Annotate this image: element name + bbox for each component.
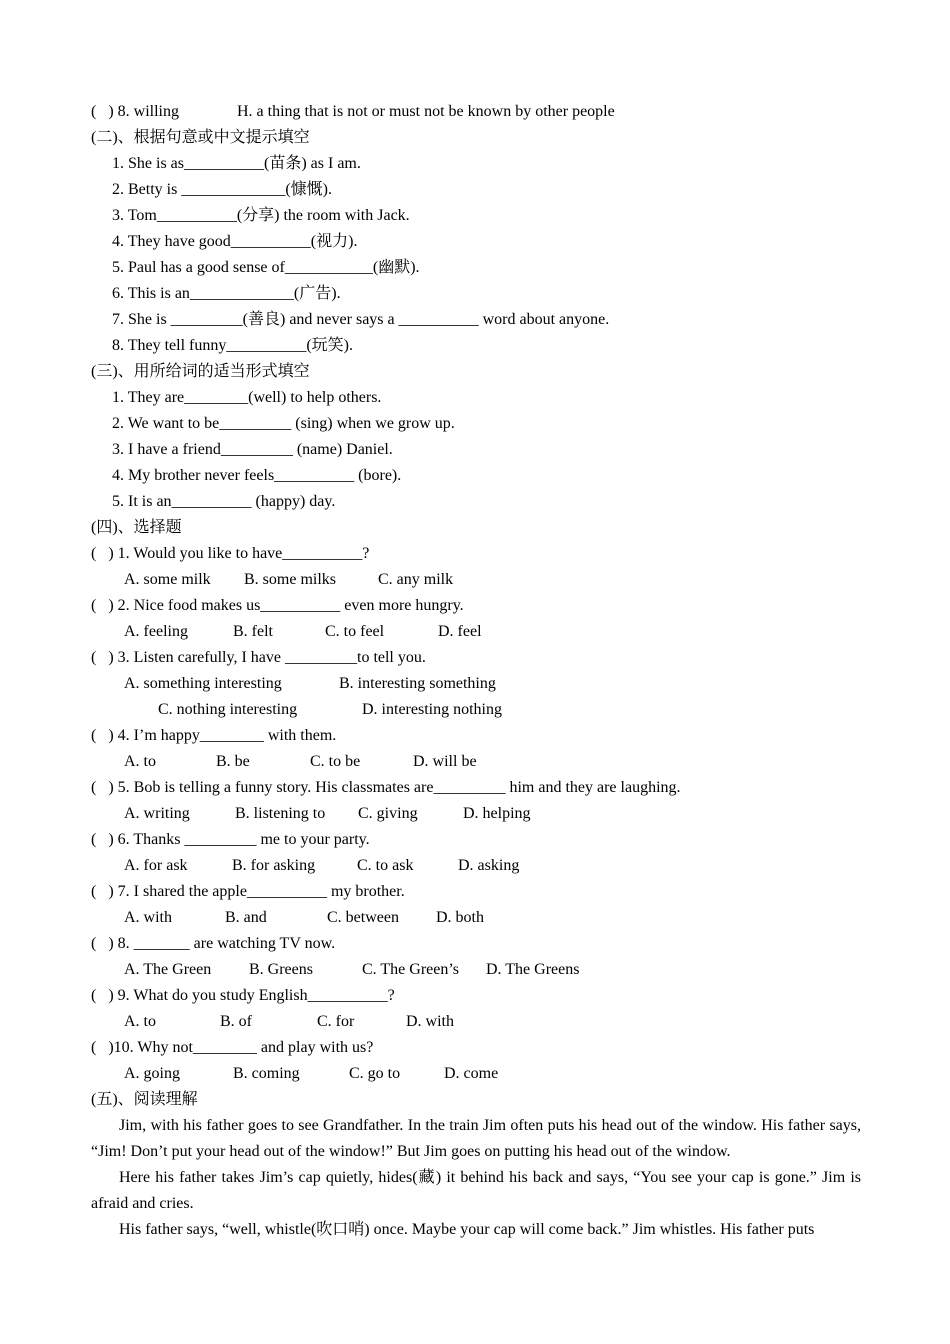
section2-item: 1. She is as__________(苗条) as I am. — [112, 155, 361, 172]
question: ( ) 3. Listen carefully, I have _________to tell you. — [91, 649, 426, 666]
section2-item: 6. This is an_____________(广告). — [112, 285, 341, 302]
passage-paragraph: Jim, with his father goes to see Grandfather. In the train Jim often puts his head out of the window. His father says, “Jim! Don’t put your head out of the window!” But Jim goes on putting his head out of the window. — [91, 1117, 861, 1160]
option: A. The Green — [124, 961, 212, 978]
question: ( ) 4. I’m happy________ with them. — [91, 727, 337, 744]
option: B. some milks — [244, 571, 337, 588]
section2-item: 3. Tom__________(分享) the room with Jack. — [112, 207, 410, 224]
section2-item: 4. They have good__________(视力). — [112, 233, 358, 250]
option: C. to feel — [325, 623, 385, 640]
section2-item: 2. Betty is _____________(慷慨). — [112, 181, 332, 198]
question: ( ) 8. _______ are watching TV now. — [91, 935, 336, 952]
option: B. Greens — [249, 961, 313, 978]
option: B. of — [220, 1013, 252, 1030]
option: B. be — [216, 753, 250, 770]
option: D. with — [406, 1013, 454, 1030]
option: A. writing — [124, 805, 190, 822]
option: D. helping — [463, 805, 531, 822]
question: ( ) 1. Would you like to have__________? — [91, 545, 370, 562]
option: A. to — [124, 1013, 156, 1030]
question: ( ) 7. I shared the apple__________ my brother. — [91, 883, 405, 900]
option: A. feeling — [124, 623, 188, 640]
option: B. interesting something — [339, 675, 496, 692]
option: D. The Greens — [486, 961, 580, 978]
option: C. The Green’s — [362, 961, 460, 978]
option: B. listening to — [235, 805, 326, 822]
option: C. to be — [310, 753, 361, 770]
option: A. for ask — [124, 857, 188, 874]
option: C. go to — [349, 1065, 401, 1082]
option: C. for — [317, 1013, 355, 1030]
option: A. something interesting — [124, 675, 282, 692]
question: ( )10. Why not________ and play with us? — [91, 1039, 374, 1056]
option: C. to ask — [357, 857, 414, 874]
section3-item: 1. They are________(well) to help others. — [112, 389, 382, 406]
option: A. some milk — [124, 571, 211, 588]
option: B. for asking — [232, 857, 316, 874]
option: B. felt — [233, 623, 273, 640]
option: A. with — [124, 909, 172, 926]
option: C. giving — [358, 805, 418, 822]
question: ( ) 2. Nice food makes us__________ even more hungry. — [91, 597, 464, 614]
option: D. asking — [458, 857, 520, 874]
section4-heading: (四)、选择题 — [91, 519, 182, 536]
section2-item: 7. She is _________(善良) and never says a __________ word about anyone. — [112, 311, 610, 328]
option: C. any milk — [378, 571, 454, 588]
passage-paragraph: Here his father takes Jim’s cap quietly, hides(藏) it behind his back and says, “You see your cap is gone.” Jim is afraid and cries. — [91, 1169, 861, 1212]
option: B. coming — [233, 1065, 300, 1082]
option: A. going — [124, 1065, 180, 1082]
item-8-definition: H. a thing that is not or must not be known by other people — [237, 103, 615, 120]
section2-item: 8. They tell funny__________(玩笑). — [112, 337, 354, 354]
option: C. between — [327, 909, 399, 926]
question: ( ) 9. What do you study English__________? — [91, 987, 395, 1004]
section2-heading: (二)、根据句意或中文提示填空 — [91, 129, 310, 146]
section3-item: 5. It is an__________ (happy) day. — [112, 493, 336, 510]
option: D. interesting nothing — [362, 701, 502, 718]
option: C. nothing interesting — [158, 701, 298, 718]
section3-item: 2. We want to be_________ (sing) when we grow up. — [112, 415, 455, 432]
section3-heading: (三)、用所给词的适当形式填空 — [91, 363, 310, 380]
reading-passage — [91, 1113, 861, 1243]
passage-paragraph: His father says, “well, whistle(吹口哨) once. Maybe your cap will come back.” Jim whistles. His father puts — [119, 1221, 815, 1238]
option: B. and — [225, 909, 267, 926]
section3-item: 3. I have a friend_________ (name) Daniel. — [112, 441, 393, 458]
option: A. to — [124, 753, 156, 770]
option: D. both — [436, 909, 484, 926]
option: D. come — [444, 1065, 499, 1082]
item-8-paren: ( ) 8. willing — [91, 103, 179, 120]
option: D. feel — [438, 623, 482, 640]
section5-heading: (五)、阅读理解 — [91, 1091, 198, 1108]
option: D. will be — [413, 753, 477, 770]
question: ( ) 5. Bob is telling a funny story. His classmates are_________ him and they are laughing. — [91, 779, 681, 796]
section3-item: 4. My brother never feels__________ (bore). — [112, 467, 402, 484]
question: ( ) 6. Thanks _________ me to your party. — [91, 831, 370, 848]
section2-item: 5. Paul has a good sense of___________(幽默). — [112, 259, 420, 276]
